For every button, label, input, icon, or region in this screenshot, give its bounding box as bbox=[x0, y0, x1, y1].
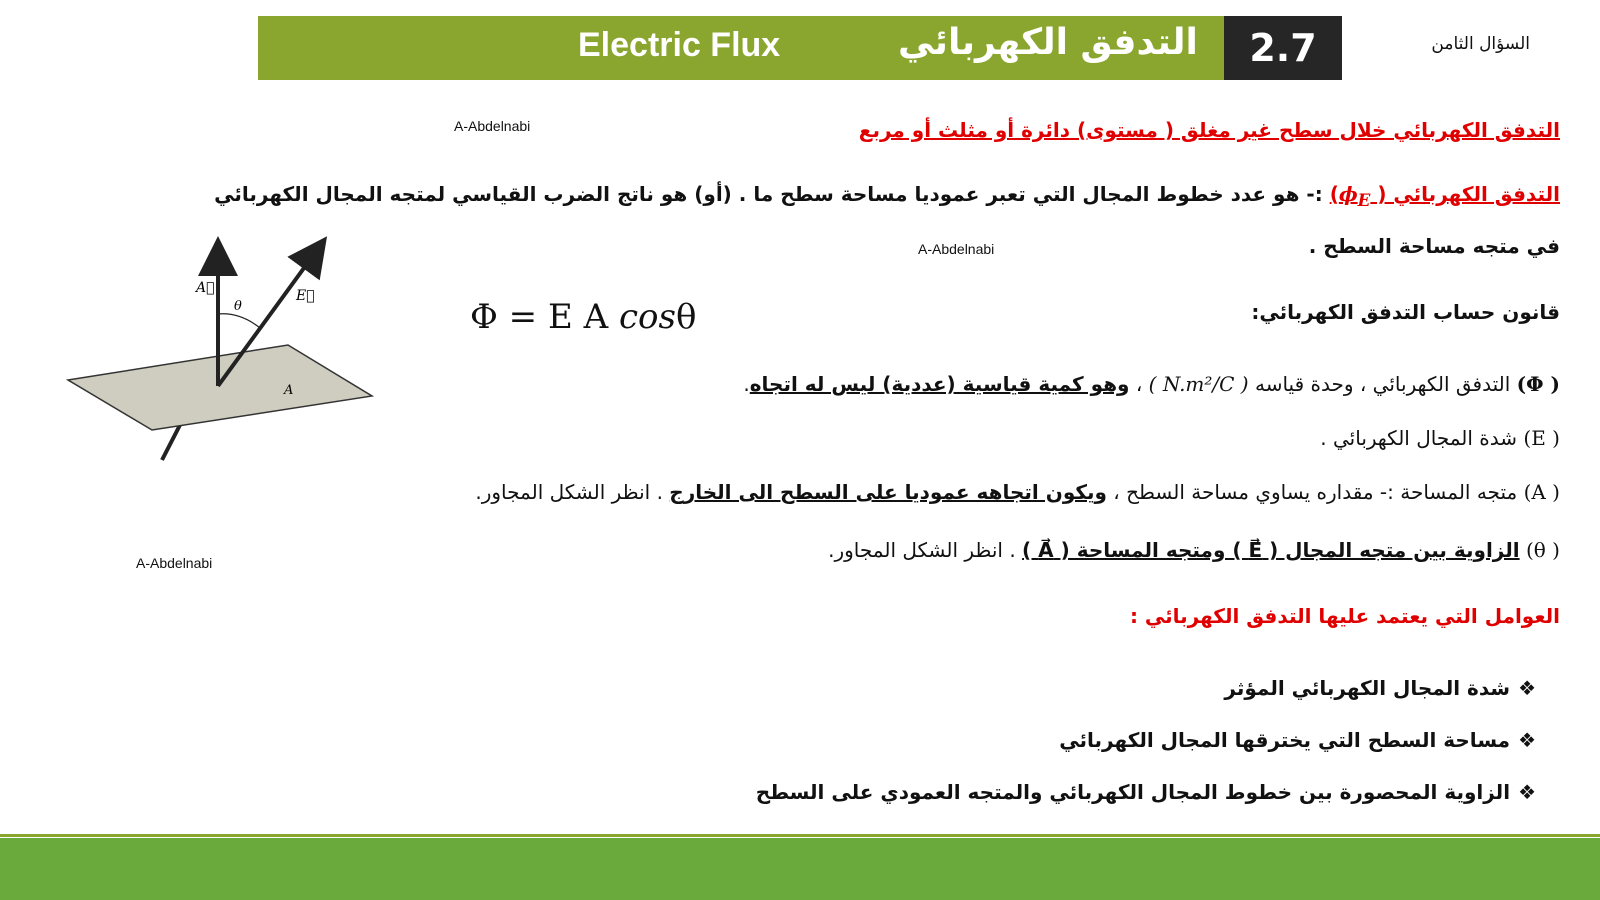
definition-line-1 bbox=[200, 182, 1560, 210]
angle-arc bbox=[218, 314, 260, 328]
term-a: ( A) متجه المساحة :- مقداره يساوي مساحة السطح ، ويكون اتجاهه عموديا على السطح الى الخارج . انظر الشكل المجاور. bbox=[475, 480, 1560, 504]
bullet-icon: ❖ bbox=[1518, 780, 1536, 804]
title-english: Electric Flux bbox=[578, 26, 781, 64]
field-vector-label: E⃗ bbox=[296, 288, 315, 304]
header-banner bbox=[258, 16, 1342, 80]
bullet-icon: ❖ bbox=[1518, 728, 1536, 752]
term-theta: ( θ) الزاوية بين متجه المجال ( E⃗ ) ومتجه المساحة ( A⃗ ) . انظر الشكل المجاور. bbox=[828, 538, 1560, 562]
law-label: قانون حساب التدفق الكهربائي: bbox=[1251, 300, 1560, 324]
definition-term: التدفق الكهربائي ( $\phi_E$) bbox=[1329, 182, 1560, 210]
flux-diagram bbox=[60, 230, 380, 480]
definition-line-2: في متجه مساحة السطح . bbox=[1308, 234, 1560, 258]
factors-heading: العوامل التي يعتمد عليها التدفق الكهربائي : bbox=[1129, 604, 1560, 628]
flux-formula: Φ = E A cosθ bbox=[470, 297, 697, 337]
definition-text: :- هو عدد خطوط المجال التي تعبر عموديا مساحة سطح ما . (أو) هو ناتج الضرب القياسي لمتجه المجال الكهربائي bbox=[214, 182, 1330, 206]
intro-heading: التدفق الكهربائي خلال سطح غير مغلق ( مستوى) دائرة أو مثلث أو مربع bbox=[858, 118, 1560, 142]
bullet-icon: ❖ bbox=[1518, 676, 1536, 700]
plane-label: A bbox=[284, 383, 294, 398]
factor-item: ❖مساحة السطح التي يخترقها المجال الكهربائي bbox=[1059, 728, 1536, 752]
footer-bar bbox=[0, 838, 1600, 900]
area-vector-label: A⃗ bbox=[196, 280, 215, 296]
watermark: A-Abdelnabi bbox=[918, 241, 995, 257]
section-number: 2.7 bbox=[1224, 16, 1342, 80]
watermark: A-Abdelnabi bbox=[136, 555, 213, 571]
term-phi: ( Φ) التدفق الكهربائي ، وحدة قياسه ( N.m²/C ) ، وهو كمية قياسية (عددية) ليس له اتجاه. bbox=[743, 372, 1560, 396]
factor-item: ❖شدة المجال الكهربائي المؤثر bbox=[1224, 676, 1536, 700]
title-arabic: التدفق الكهربائي bbox=[898, 22, 1198, 63]
factor-item: ❖الزاوية المحصورة بين خطوط المجال الكهربائي والمتجه العمودي على السطح bbox=[755, 780, 1536, 804]
term-e: ( E) شدة المجال الكهربائي . bbox=[1320, 426, 1560, 450]
angle-label: θ bbox=[234, 299, 242, 314]
footer-divider bbox=[0, 834, 1600, 837]
watermark: A-Abdelnabi bbox=[454, 118, 531, 134]
question-label: السؤال الثامن bbox=[1431, 34, 1530, 54]
